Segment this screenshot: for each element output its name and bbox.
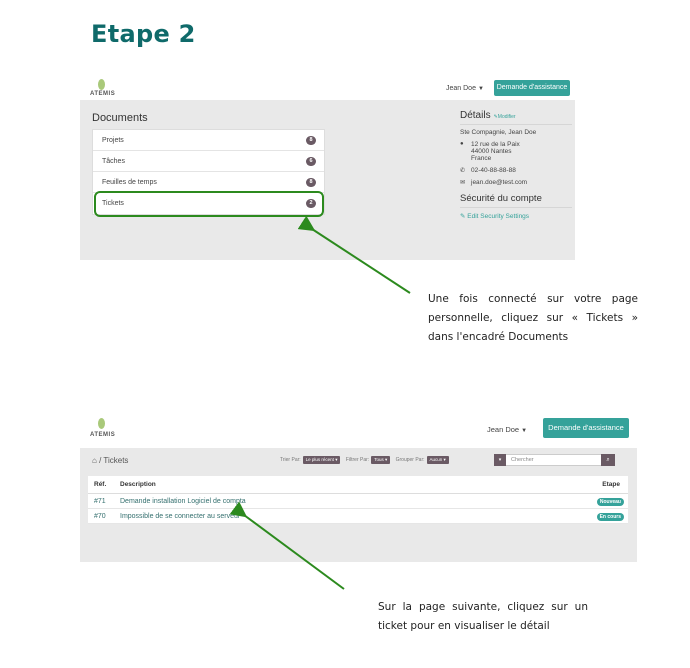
phone-row (460, 167, 572, 174)
email-address: jean.doe@test.com (471, 179, 528, 186)
address-line: France (471, 155, 492, 162)
sort-label: Trier Par: (280, 457, 301, 463)
modify-label: Modifier (497, 114, 516, 120)
count-badge: 8 (306, 136, 316, 145)
search-icon[interactable]: ⌕ (601, 454, 615, 466)
ticket-ref[interactable]: #70 (94, 513, 106, 520)
documents-heading: Documents (92, 112, 148, 124)
search-input[interactable] (494, 454, 615, 466)
pencil-icon: ✎ (493, 114, 498, 120)
group-value: Aucun (429, 457, 443, 462)
sort-filter (280, 456, 340, 464)
count-badge: 6 (306, 157, 316, 166)
envelope-icon: ✉ (460, 180, 466, 186)
col-stage: Etape (602, 481, 620, 488)
filter-filter (346, 456, 390, 464)
filter-dropdown[interactable]: Tous ▾ (371, 456, 390, 464)
col-description: Description (120, 481, 156, 488)
table-row[interactable] (88, 494, 628, 509)
search-placeholder: Chercher (511, 457, 534, 463)
assistance-button[interactable]: Demande d'assistance (543, 418, 629, 438)
stage-badge: Nouveau (597, 498, 624, 506)
phone-icon: ✆ (460, 168, 466, 174)
address-line: 44000 Nantes (471, 148, 512, 155)
ticket-ref[interactable]: #71 (94, 498, 106, 505)
divider (460, 207, 572, 208)
address-line: 12 rue de la Paix (471, 141, 520, 148)
tickets-highlight-box (94, 191, 324, 217)
ticket-description[interactable]: Impossible de se connecter au serveur (120, 513, 241, 520)
leaf-icon (98, 418, 105, 429)
doc-item-label: Tâches (102, 158, 125, 165)
group-label: Grouper Par: (395, 457, 425, 463)
map-marker-icon: ● (460, 141, 464, 147)
instruction-callout-1: Une fois connecté sur votre page personnelle, cliquez sur « Tickets » dans l'encadré Documents (428, 293, 638, 343)
search-dropdown-icon[interactable]: ▾ (494, 454, 506, 466)
security-heading: Sécurité du compte (460, 193, 542, 204)
doc-item-label: Feuilles de temps (102, 179, 157, 186)
doc-item-label: Projets (102, 137, 124, 144)
top-bar (80, 412, 637, 448)
filter-label: Filtrer Par: (345, 457, 370, 463)
user-menu[interactable] (446, 85, 484, 92)
col-ref: Réf. (94, 481, 107, 488)
doc-item-taches[interactable] (93, 151, 324, 172)
user-name: Jean Doe (446, 85, 476, 92)
atemis-logo[interactable] (90, 79, 114, 101)
sort-value: Le plus récent (305, 457, 334, 462)
sort-dropdown[interactable]: Le plus récent ▾ (303, 456, 341, 464)
assistance-button[interactable]: Demande d'assistance (494, 80, 570, 96)
caret-down-icon: ▼ (477, 86, 484, 92)
group-filter (396, 456, 449, 464)
doc-item-feuilles-de-temps[interactable] (93, 172, 324, 193)
company-name: Ste Compagnie, Jean Doe (460, 129, 537, 136)
screenshot-tickets-list (80, 412, 637, 562)
instruction-callout-2: Sur la page suivante, cliquez sur un ticket pour en visualiser le détail (378, 601, 588, 632)
edit-security-label: Edit Security Settings (467, 213, 530, 220)
doc-item-projets[interactable] (93, 130, 324, 151)
count-badge: 2 (306, 199, 316, 208)
filters-bar (280, 456, 453, 464)
stage-badge: En cours (597, 513, 624, 521)
caret-down-icon: ▼ (521, 428, 528, 434)
email-row (460, 179, 572, 186)
leaf-icon (98, 79, 105, 90)
home-icon[interactable]: ⌂ (92, 456, 97, 465)
user-menu[interactable] (487, 425, 527, 434)
step-title: Etape 2 (91, 20, 196, 48)
screenshot-portal-home (80, 74, 575, 260)
doc-item-label: Tickets (102, 200, 124, 207)
top-bar (80, 74, 575, 100)
edit-security-link[interactable] (460, 212, 572, 220)
phone-number: 02-40-88-88-88 (471, 167, 516, 174)
ticket-description[interactable]: Demande installation Logiciel de compta (120, 498, 246, 505)
table-header (88, 476, 628, 494)
divider (460, 124, 572, 125)
details-panel (460, 110, 572, 220)
logo-text: ATEMIS (90, 91, 116, 97)
breadcrumb: ⌂ / Tickets (92, 456, 129, 465)
address-block (460, 141, 572, 162)
group-dropdown[interactable]: Aucun ▾ (427, 456, 449, 464)
pencil-icon: ✎ (460, 213, 468, 220)
count-badge: 8 (306, 178, 316, 187)
main-content (80, 100, 575, 260)
tickets-table (88, 476, 628, 524)
main-content (80, 448, 637, 562)
details-heading: Détails (460, 110, 491, 121)
filter-value: Tous (374, 457, 384, 462)
atemis-logo[interactable] (90, 418, 114, 440)
modify-link[interactable] (494, 114, 516, 120)
breadcrumb-current: Tickets (103, 456, 129, 465)
table-row[interactable] (88, 509, 628, 524)
logo-text: ATEMIS (90, 432, 116, 438)
user-name: Jean Doe (487, 425, 520, 434)
